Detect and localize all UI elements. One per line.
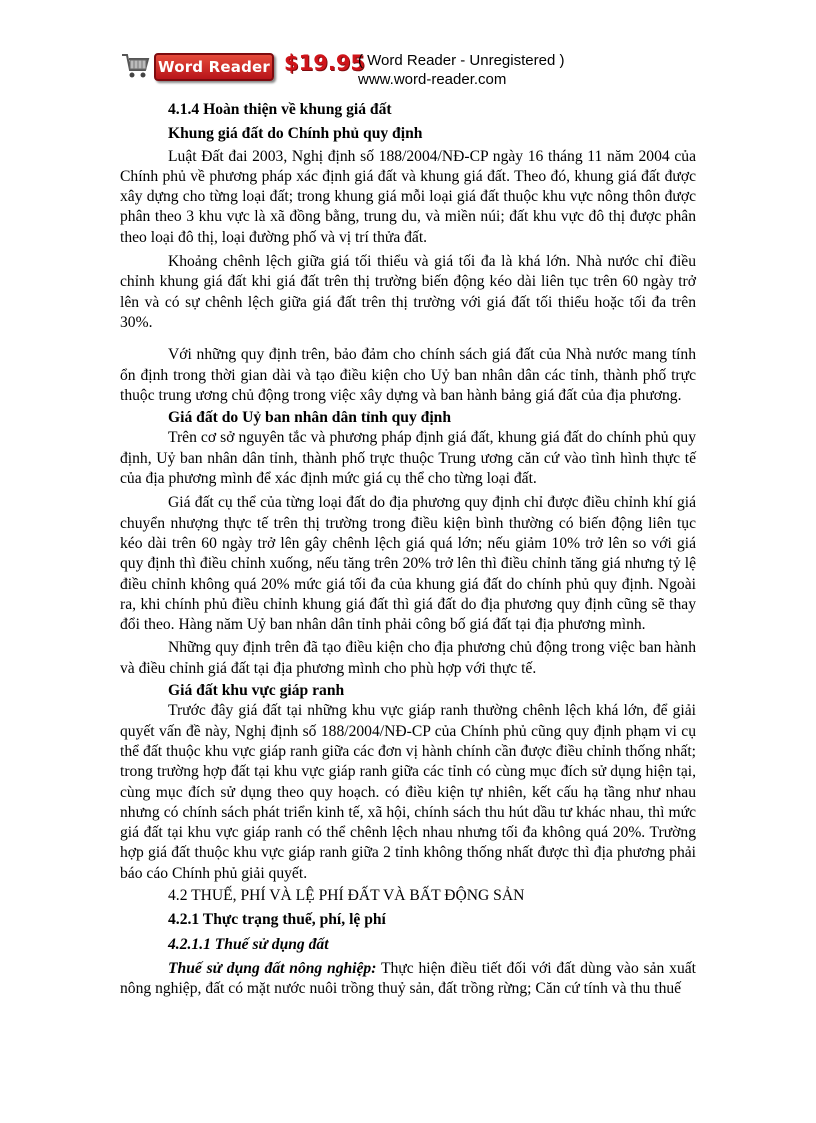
watermark-banner [120,50,580,90]
bold-italic-lead: Thuế sử dụng đất nông nghiệp: [168,959,377,977]
subheading-ubnd: Giá đất do Uỷ ban nhân dân tỉnh quy định [168,409,451,427]
subheading-giap-ranh: Giá đất khu vực giáp ranh [168,682,345,700]
section-heading-4-1-4: 4.1.4 Hoàn thiện về khung giá đất [168,101,392,118]
subheading-khung-gia: Khung giá đất do Chính phủ quy định [168,125,423,143]
unregistered-notice: ( Word Reader - Unregistered ) [358,52,565,69]
price-tag: $19.95 [284,51,366,75]
section-heading-4-2-1-1: 4.2.1.1 Thuế sử dụng đất [168,935,329,953]
paragraph: Trước đây giá đất tại những khu vực giáp ranh thường chênh lệch khá lớn, để giải quyết vấn đề này, Nghị định số 188/2004/NĐ-CP của Chính phủ cũng quy định phạm vi cụ thể đất thuộc khu vực giáp ranh giữa các đơn vị hành chính cần được điều chỉnh thống nhất; trong trường hợp đất tại khu vực giáp ranh giữa các tỉnh có cùng mục đích sử dụng hiện tại, cùng mục đích sử dụng theo quy hoạch. có điều kiện tự nhiên, kết cấu hạ tầng như nhau nhưng có chính sách phát triển kinh tế, xã hội, chính sách thu hút dầu tư khác nhau, thì mức giá đất tại khu vực giáp ranh có thể chênh lệch nhau nhưng tối đa không quá 20%. Trường hợp giá đất thuộc khu vực giáp ranh giữa 2 tỉnh không thống nhất được thì địa phương phải báo cáo Chính phủ giải quyết. [120,702,696,882]
paragraph: Luật Đất đai 2003, Nghị định số 188/2004/NĐ-CP ngày 16 tháng 11 năm 2004 của Chính phủ về phương pháp xác định giá đất và khung giá đất. Theo đó, khung giá đất được xây dựng cho từng loại đất; trong khung giá mỗi loại giá đất thuộc khu vực nông thôn được phân theo 3 khu vực là xã đồng bằng, trung du, và miền núi; đất khu vực đô thị được phân theo loại đô thị, loại đường phố và vị trí thửa đất. [120,147,696,246]
website-url: www.word-reader.com [358,71,507,88]
document-body [120,100,696,999]
paragraph-text: Thực hiện điều tiết đối với đất dùng vào sản xuất nông nghiệp, đất có mặt nước nuôi trồng thuỷ sản, đất trồng rừng; Căn cứ tính và thu thuế [120,959,696,998]
shopping-cart-icon [120,52,150,80]
paragraph: Những quy định trên đã tạo điều kiện cho địa phương chủ động trong việc ban hành và điều chỉnh giá đất tại địa phương mình cho phù hợp với thực tế. [120,639,696,677]
paragraph: Giá đất cụ thể của từng loại đất do địa phương quy định chỉ được điều chỉnh khí giá chuyển nhượng thực tế trên thị trường trong điều kiện bình thường có biến động liên tục kéo dài trên 60 ngày trở lên gây chênh lệch giá quá lớn; nếu giảm 10% trở lên so với giá quy định thì điều chỉnh xuống, nếu tăng trên 20% trở lên thì điều chỉnh tăng giá nhưng tỷ lệ điều chỉnh không quá 20% mức giá tối đa của khung giá đất do chính phủ quy định. Ngoài ra, khi chính phủ điều chỉnh khung giá đất thì giá đất do địa phương quy định cũng sẽ thay đổi theo. Hàng năm Uỷ ban nhân dân tỉnh phải công bố giá đất tại địa phương mình. [120,494,696,634]
paragraph: Với những quy định trên, bảo đảm cho chính sách giá đất của Nhà nước mang tính ổn định trong thời gian dài và tạo điều kiện cho Uỷ ban nhân dân các tỉnh, thành phố trực thuộc trung ương chủ động trong việc xây dựng và ban hành bảng giá đất của địa phương. [120,346,696,404]
paragraph: Trên cơ sở nguyên tắc và phương pháp định giá đất, khung giá đất do chính phủ quy định, Uỷ ban nhân dân tỉnh, thành phố trực thuộc Trung ương căn cứ vào tình hình thực tế của địa phương mình để xác định mức giá cụ thể cho từng loại đất. [120,429,696,488]
paragraph [120,959,696,1000]
word-reader-logo: Word Reader [154,53,274,81]
paragraph: Khoảng chênh lệch giữa giá tối thiểu và giá tối đa là khá lớn. Nhà nước chỉ điều chỉnh khung giá đất khi giá đất trên thị trường biến động kéo dài liên tục trên 60 ngày trở lên và có sự chênh lệch giữa giá đất trên thị trường với giá đất tối thiểu hoặc tối đa trên 30%. [120,253,696,331]
section-heading-4-2-1: 4.2.1 Thực trạng thuế, phí, lệ phí [168,911,386,929]
section-heading-4-2: 4.2 THUẾ, PHÍ VÀ LỆ PHÍ ĐẤT VÀ BẤT ĐỘNG SẢN [168,886,525,904]
